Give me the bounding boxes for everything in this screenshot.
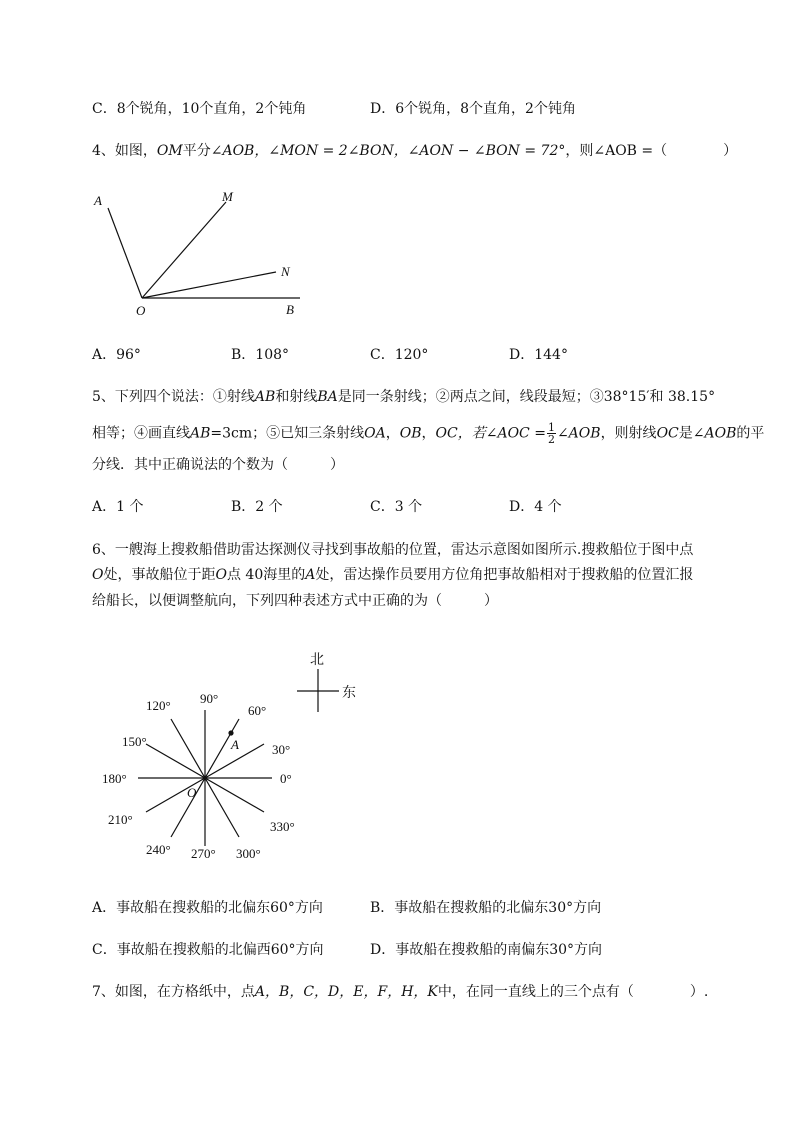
q4-label-m: M <box>222 189 233 204</box>
q5-option-c: C．3 个 <box>370 499 423 515</box>
q7-stem-suffix: 中，在同一直线上的三个点有（ ）. <box>437 984 709 1000</box>
q6-point-a: A <box>305 567 316 583</box>
q6-compass-east: 东 <box>342 686 356 701</box>
q5-option-a: A．1 个 <box>92 499 144 515</box>
q6-label-210: 210° <box>108 812 133 827</box>
q6-text: 点 40海里的 <box>226 567 306 583</box>
q6-text: 处，雷达操作员要用方位角把事故船相对于搜救船的位置汇报 <box>315 567 694 583</box>
q5-line-3: 分线．其中正确说法的个数为（ ） <box>92 457 344 473</box>
q5-text: 的平 <box>736 425 765 442</box>
q5-text: ， <box>385 425 400 442</box>
q4-condition-2: ，∠AON − ∠BON = 72° <box>393 143 566 159</box>
q5-text: 5、下列四个说法：①射线 <box>92 389 255 405</box>
q5-ray-ob: OB <box>399 425 422 442</box>
q5-text: ，则射线 <box>600 425 657 442</box>
q6-label-270: 270° <box>191 846 216 861</box>
q6-option-a: A．事故船在搜救船的北偏东60°方向 <box>92 900 323 916</box>
q5-text: 是∠ <box>678 425 705 442</box>
q6-option-b: B．事故船在搜救船的北偏东30°方向 <box>370 900 602 916</box>
q6-line-1: 6、一艘海上搜救船借助雷达探测仪寻找到事故船的位置，雷达示意图如图所示.搜救船位于图中点 <box>92 542 694 558</box>
q4-label-a: A <box>94 193 102 208</box>
q6-label-240: 240° <box>146 842 171 857</box>
q5-ray-oa: OA <box>364 425 386 442</box>
q6-label-120: 120° <box>146 698 171 713</box>
q6-compass-north: 北 <box>310 653 324 668</box>
q6-point-o: O <box>92 567 104 583</box>
q5-ray-oc: OC <box>656 425 679 442</box>
q4-option-c: C．120° <box>370 347 429 363</box>
q4-option-a: A．96° <box>92 347 141 363</box>
q4-condition-1: ，∠MON = 2∠BON <box>254 143 394 159</box>
q6-point-o: O <box>215 567 227 583</box>
q5-fraction-numerator: 1 <box>547 421 555 434</box>
q5-text: ， <box>421 425 436 442</box>
q4-label-b: B <box>286 302 294 317</box>
q6-compass <box>297 669 339 712</box>
q6-label-300: 300° <box>236 846 261 861</box>
q5-ray-oc: OC <box>435 425 458 442</box>
q6-label-center-o: O <box>187 785 197 800</box>
q5-option-b: B．2 个 <box>231 499 283 515</box>
q6-label-90: 90° <box>200 691 219 706</box>
q6-option-d: D．事故船在搜救船的南偏东30°方向 <box>370 942 603 958</box>
q6-option-c: C．事故船在搜救船的北偏西60°方向 <box>92 942 324 958</box>
q4-option-d: D．144° <box>509 347 568 363</box>
q5-angle-aob: ∠AOB <box>556 425 601 442</box>
q4-angle-aob: AOB <box>222 143 255 159</box>
q6-line-3: 给船长，以便调整航向，下列四种表述方式中正确的为（ ） <box>92 593 498 609</box>
q5-text: =3cm；⑤已知三条射线 <box>210 425 365 442</box>
q5-ray-ab: AB <box>254 389 276 405</box>
q6-label-150: 150° <box>122 734 147 749</box>
q6-point-a-dot <box>228 730 233 735</box>
q6-label-180: 180° <box>102 771 127 786</box>
q4-stem-mid: 平分∠ <box>182 143 223 159</box>
q4-label-n: N <box>281 264 290 279</box>
q6-label-30: 30° <box>272 742 291 757</box>
q4-stem-prefix: 4、如图， <box>92 143 157 159</box>
q5-text: 和射线 <box>275 389 318 405</box>
q5-line-ab: AB <box>190 425 211 442</box>
q6-label-0: 0° <box>280 771 292 786</box>
q4-option-b: B．108° <box>231 347 290 363</box>
q4-stem-suffix: ，则∠AOB =（ ） <box>565 143 738 159</box>
q3-option-d: D．6个锐角，8个直角，2个钝角 <box>370 101 576 117</box>
q5-text: 是同一条射线；②两点之间，线段最短；③ <box>337 389 604 405</box>
q5-text: 和 38.15° <box>649 389 716 405</box>
q6-label-point-a: A <box>231 737 239 752</box>
q5-ray-ba: BA <box>317 389 338 405</box>
q6-text: 处，事故船位于距 <box>103 567 216 583</box>
q4-ray-om: OM <box>156 143 183 159</box>
q5-option-d: D．4 个 <box>509 499 562 515</box>
q7-stem <box>92 983 708 1001</box>
q5-angle-aob: AOB <box>704 425 737 442</box>
q5-condition: ，若∠AOC = <box>457 425 546 442</box>
q5-fraction-denominator: 2 <box>547 433 555 446</box>
q4-label-o: O <box>136 303 146 318</box>
q3-option-c: C．8个锐角，10个直角，2个钝角 <box>92 101 307 117</box>
q5-angle-value: 38°15′ <box>603 389 650 405</box>
q6-label-330: 330° <box>270 819 295 834</box>
q6-label-60: 60° <box>248 703 267 718</box>
q7-points: A，B，C，D，E，F，H，K <box>254 984 438 1000</box>
q5-text: 相等；④画直线 <box>92 425 190 442</box>
q7-stem-prefix: 7、如图，在方格纸中，点 <box>92 984 255 1000</box>
